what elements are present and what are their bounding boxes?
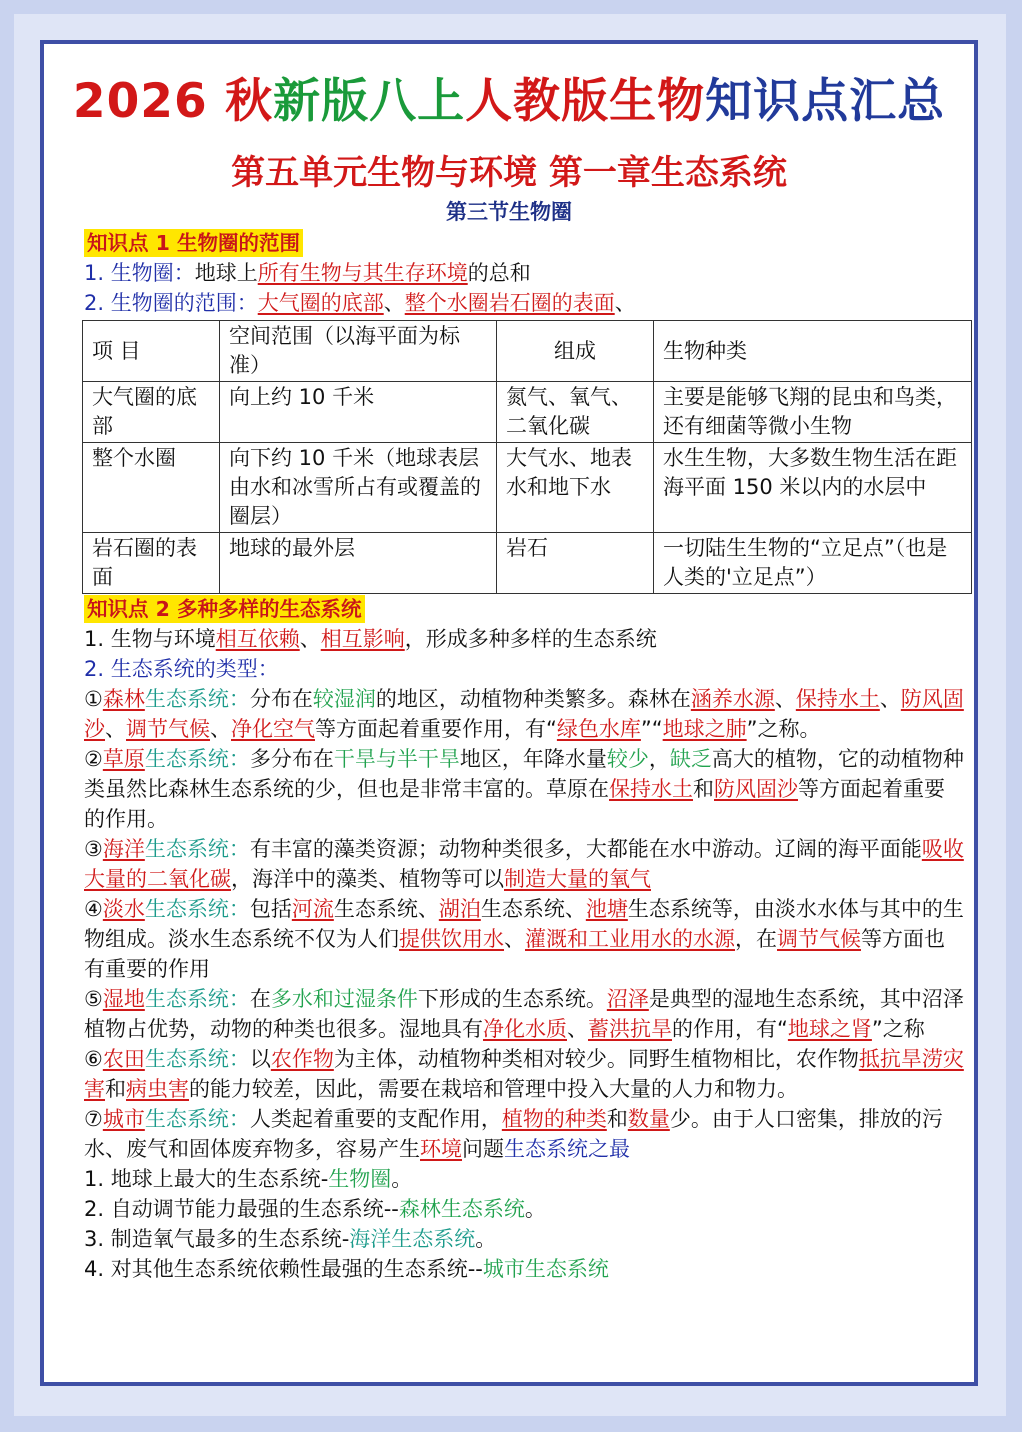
ecosystem-label: 生态系统： (144, 837, 250, 861)
table-cell: 岩石 (497, 533, 654, 594)
kp1-line-2-key-2: 整个水圈岩石圈的表面 (404, 291, 615, 315)
text: 2. 自动调节能力最强的生态系统-- (84, 1197, 399, 1221)
text: 少。由于人口密集，排放的污水、废气和固体废弃物多，容易产生 (84, 1107, 943, 1161)
grassland-ecosystem (84, 744, 964, 834)
green-term: 海洋生态系统 (349, 1227, 476, 1251)
text: ”之称 (871, 1017, 925, 1041)
key-term: 制造大量的氧气 (504, 867, 651, 891)
key-term: 抵抗旱涝灾害 (84, 1047, 964, 1101)
notes-content (84, 228, 964, 1284)
ecosystem-label: 生态系统： (144, 897, 250, 921)
table-cell: 水生生物，大多数生物生活在距海平面 150 米以内的水层中 (654, 443, 972, 533)
item-number: ① (84, 687, 103, 711)
text: ，海洋中的藻类、植物等可以 (231, 867, 504, 891)
kp1-line-1 (84, 258, 964, 288)
kp1-line-2-sep: 、 (383, 291, 405, 315)
key-term: 净化空气 (231, 717, 315, 741)
freshwater-ecosystem (84, 894, 964, 984)
table-header-cell: 项 目 (83, 321, 220, 382)
text: 的作用，有“ (672, 1017, 788, 1041)
text: ， (648, 747, 670, 771)
ocean-ecosystem (84, 834, 964, 894)
ecosystem-name: 草原 (102, 747, 145, 771)
green-term: 城市生态系统 (482, 1257, 609, 1281)
kp1-line-1-tail: 的总和 (467, 261, 531, 285)
text: 在 (249, 987, 271, 1011)
text: 、 (774, 687, 796, 711)
text: 3. 制造氧气最多的生态系统- (84, 1227, 350, 1251)
biosphere-table (82, 320, 972, 594)
table-row (83, 443, 972, 533)
ecosystem-label: 生态系统： (144, 747, 250, 771)
superlative-item (84, 1254, 964, 1284)
green-term: 缺乏 (669, 747, 712, 771)
key-term: 沼泽 (606, 987, 649, 1011)
text: 和 (693, 777, 714, 801)
ecosystem-name: 城市 (102, 1107, 145, 1131)
text: 、 (504, 927, 525, 951)
text: 、 (105, 717, 126, 741)
item-number: ④ (84, 897, 103, 921)
kp1-line-2 (84, 288, 964, 318)
key-term: 蓄洪抗旱 (588, 1017, 672, 1041)
superlative-item (84, 1164, 964, 1194)
kp2-key: 相互依赖 (215, 627, 300, 651)
text: 下形成的生态系统。 (417, 987, 607, 1011)
table-cell: 大气水、地表水和地下水 (497, 443, 654, 533)
ecosystem-label: 生态系统： (144, 687, 250, 711)
key-term: 净化水质 (483, 1017, 567, 1041)
city-ecosystem (84, 1104, 964, 1164)
key-term: 吸收大量的二氧化碳 (84, 837, 964, 891)
ecosystem-name: 淡水 (102, 897, 145, 921)
table-header-cell: 生物种类 (654, 321, 972, 382)
text: 分布在 (249, 687, 313, 711)
ecosystem-name: 海洋 (102, 837, 145, 861)
green-term: 较少 (606, 747, 649, 771)
key-term: 保持水土 (795, 687, 880, 711)
ecosystem-label: 生态系统： (144, 987, 250, 1011)
green-term: 多水和过湿条件 (270, 987, 418, 1011)
text: 4. 对其他生态系统依赖性最强的生态系统-- (84, 1257, 483, 1281)
farmland-ecosystem (84, 1044, 964, 1104)
unit-subtitle: 第五单元生物与环境 第一章生态系统 (231, 153, 787, 193)
text: 的能力较差，因此，需要在栽培和管理中投入大量的人力和物力。 (189, 1077, 798, 1101)
knowledge-point-2-label: 知识点 2 多种多样的生态系统 (84, 595, 365, 623)
knowledge-point-1-label: 知识点 1 生物圈的范围 (84, 229, 303, 257)
title-part-1: 2026 秋 (72, 74, 274, 129)
text: 生态系统、 (333, 897, 439, 921)
forest-ecosystem (84, 684, 964, 744)
ecosystem-name: 农田 (102, 1047, 145, 1071)
key-term: 环境 (420, 1137, 462, 1161)
key-term: 涵养水源 (690, 687, 775, 711)
text: 高大的植物，它的动植物种类虽然比森林生态系统的少，但也是非常丰富的。草原在 (84, 747, 964, 801)
key-term: 防风固沙 (84, 687, 964, 741)
table-row (83, 382, 972, 443)
kp2-line-1 (84, 624, 964, 654)
table-cell: 整个水圈 (83, 443, 220, 533)
table-cell: 岩石圈的表面 (83, 533, 220, 594)
item-number: ⑥ (84, 1047, 103, 1071)
item-number: ③ (84, 837, 103, 861)
superlatives-heading: 生态系统之最 (504, 1137, 630, 1161)
item-number: ② (84, 747, 103, 771)
key-term: 地球之肺 (662, 717, 747, 741)
text: 、 (879, 687, 901, 711)
document-sheet (40, 40, 978, 1386)
item-number: ⑤ (84, 987, 103, 1011)
key-term: 地球之肾 (787, 1017, 872, 1041)
table-header-cell: 空间范围（以海平面为标准） (220, 321, 497, 382)
text: 问题 (462, 1137, 504, 1161)
kp2-text: 、 (299, 627, 321, 651)
kp1-line-2-tail: 、 (614, 291, 636, 315)
text: 和 (606, 1107, 628, 1131)
text: 。 (524, 1197, 546, 1221)
table-header-cell: 组成 (497, 321, 654, 382)
section-heading: 第三节生物圈 (446, 200, 572, 224)
table-cell: 向下约 10 千米（地球表层由水和冰雪所占有或覆盖的圈层） (220, 443, 497, 533)
kp2-text: ，形成多种多样的生态系统 (404, 627, 657, 651)
key-term: 农作物 (270, 1047, 334, 1071)
text: ，在 (735, 927, 777, 951)
text: 多分布在 (249, 747, 334, 771)
title-part-4: 知识点汇总 (705, 74, 946, 129)
text: 的地区，动植物种类繁多。森林在 (375, 687, 691, 711)
text: 生态系统等，由淡水水体与其中的生物组成。淡水生态系统不仅为人们 (84, 897, 964, 951)
text: 等方面也有重要的作用 (84, 927, 945, 981)
ecosystem-name: 森林 (102, 687, 145, 711)
text: 人类起着重要的支配作用， (249, 1107, 502, 1131)
kp1-line-1-head: 1. 生物圈： (84, 261, 195, 285)
text: 。 (475, 1227, 497, 1251)
table-cell: 大气圈的底部 (83, 382, 220, 443)
table-cell: 主要是能够飞翔的昆虫和鸟类，还有细菌等微小生物 (654, 382, 972, 443)
text: 等方面起着重要作用，有“ (315, 717, 557, 741)
wetland-ecosystem (84, 984, 964, 1044)
text: 有丰富的藻类资源；动物种类很多，大都能在水中游动。辽阔的海平面能 (249, 837, 922, 861)
key-term: 河流 (291, 897, 334, 921)
ecosystem-label: 生态系统： (144, 1107, 250, 1131)
table-header-row (83, 321, 972, 382)
superlative-item (84, 1194, 964, 1224)
key-term: 湖泊 (438, 897, 481, 921)
text: 为主体，动植物种类相对较少。同野生植物相比，农作物 (333, 1047, 859, 1071)
title-part-2: 新版八上 (273, 74, 466, 129)
key-term: 调节气候 (126, 717, 210, 741)
key-term: 保持水土 (609, 777, 693, 801)
kp1-line-1-key: 所有生物与其生存环境 (257, 261, 468, 285)
kp1-line-1-text: 地球上 (194, 261, 258, 285)
key-term: 病虫害 (126, 1077, 189, 1101)
text: 生态系统、 (480, 897, 586, 921)
green-term: 干旱与半干旱 (333, 747, 460, 771)
text: 包括 (249, 897, 292, 921)
item-number: ⑦ (84, 1107, 103, 1131)
table-cell: 一切陆生生物的“立足点”（也是人类的'立足点”） (654, 533, 972, 594)
key-term: 防风固沙 (714, 777, 798, 801)
kp2-line-2: 2. 生态系统的类型： (84, 657, 279, 681)
key-term: 调节气候 (777, 927, 861, 951)
green-term: 生物圈 (328, 1167, 392, 1191)
kp1-line-2-head: 2. 生物圈的范围： (84, 291, 258, 315)
text: ”之称。 (746, 717, 821, 741)
text: 。 (391, 1167, 413, 1191)
green-term: 较湿润 (312, 687, 376, 711)
superlative-item (84, 1224, 964, 1254)
text: 等方面起着重要的作用。 (84, 777, 945, 831)
green-term: 森林生态系统 (398, 1197, 525, 1221)
table-row (83, 533, 972, 594)
ecosystem-name: 湿地 (102, 987, 145, 1011)
kp1-line-2-key-1: 大气圈的底部 (257, 291, 384, 315)
text: 、 (567, 1017, 588, 1041)
text: 是典型的湿地生态系统，其中沼泽植物占优势，动物的种类也很多。湿地具有 (84, 987, 964, 1041)
key-term: 灌溉和工业用水的水源 (525, 927, 735, 951)
text: 1. 地球上最大的生态系统- (84, 1167, 329, 1191)
table-cell: 向上约 10 千米 (220, 382, 497, 443)
kp2-key: 相互影响 (320, 627, 405, 651)
text: ”“ (640, 717, 663, 741)
text: 、 (210, 717, 231, 741)
ecosystem-label: 生态系统： (144, 1047, 250, 1071)
table-cell: 氮气、氧气、二氧化碳 (497, 382, 654, 443)
key-term: 池塘 (585, 897, 628, 921)
text: 和 (105, 1077, 126, 1101)
table-cell: 地球的最外层 (220, 533, 497, 594)
kp2-line-1-head: 1. 生物与环境 (84, 627, 216, 651)
page-background (14, 14, 1006, 1416)
key-term: 植物的种类 (501, 1107, 607, 1131)
text: 以 (249, 1047, 271, 1071)
key-term: 提供饮用水 (399, 927, 504, 951)
page-title (44, 74, 974, 130)
title-part-3: 人教版生物 (465, 74, 706, 129)
text: 地区，年降水量 (459, 747, 607, 771)
key-term: 数量 (627, 1107, 670, 1131)
key-term: 绿色水库 (556, 717, 641, 741)
